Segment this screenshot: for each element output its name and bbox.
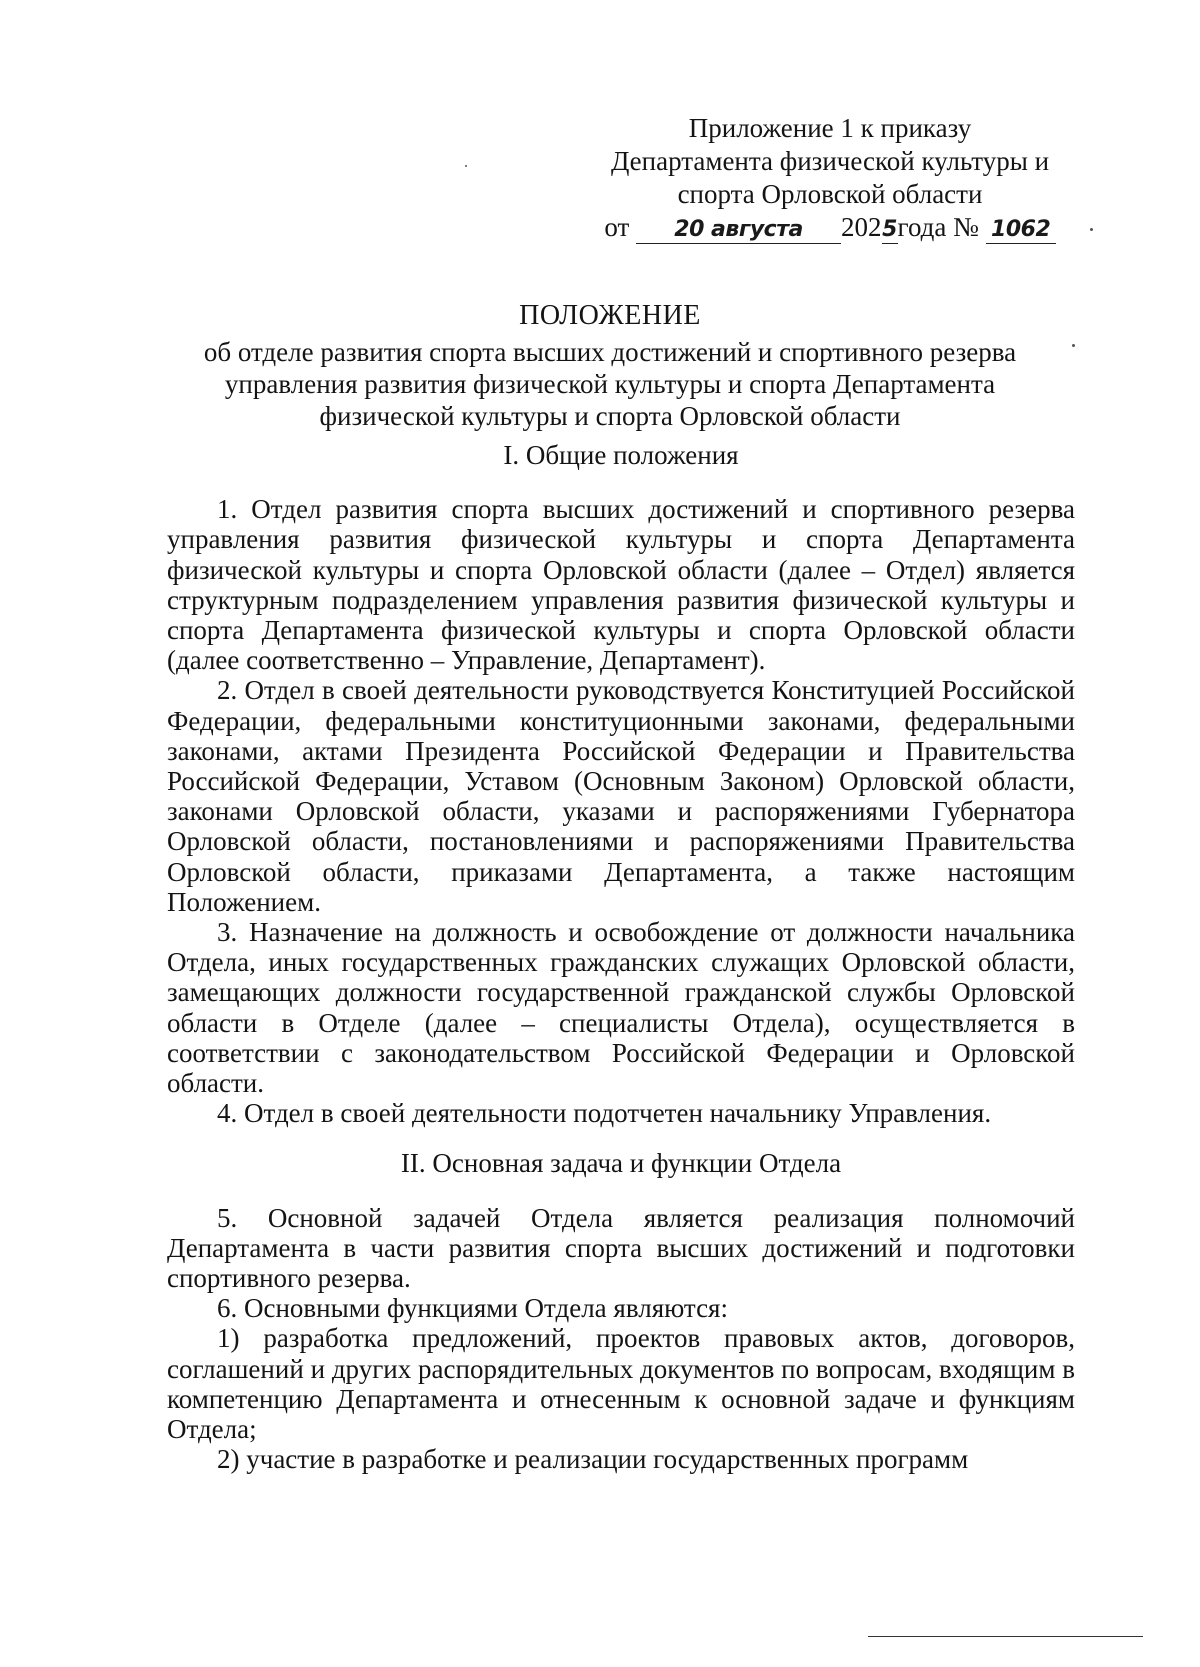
annex-line-1: Приложение 1 к приказу (688, 113, 972, 143)
handwritten-number: 1062 (991, 217, 1051, 242)
paragraph-4: 4. Отдел в своей деятельности подотчетен начальнику Управления. (217, 1098, 992, 1129)
scan-speck (1072, 344, 1075, 347)
document-title-block (160, 300, 1060, 432)
from-label: от (604, 212, 630, 242)
handwritten-year: 5 (882, 217, 897, 242)
annex-line-2: Департамента физической культуры и (610, 146, 1050, 176)
section-1-heading: I. Общие положения (503, 440, 739, 470)
scan-speck (465, 165, 467, 167)
paragraph-5: 5. Основной задачей Отдела является реализация полномочий Департамента в части развития спорта высших достижений и подготовки спортивного резерва. (167, 1202, 1075, 1294)
date-field (636, 214, 841, 244)
annex-reference (590, 112, 1070, 244)
section-2-heading: II. Основная задача и функции Отдела (400, 1148, 842, 1179)
number-field (986, 214, 1056, 244)
paragraph-1: 1. Отдел развития спорта высших достижений и спортивного резерва управления развития физической культуры и спорта Департамента физической культуры и спорта Орловской области (далее – Отдел) является структурным подразделением управления развития физической культуры и спорта Департамента физической культуры и спорта Орловской области (далее соответственно – Управление, Департамент). (167, 494, 1075, 676)
year-field (882, 214, 898, 244)
scan-speck (1090, 228, 1093, 231)
footer-rule (868, 1636, 1143, 1637)
year-suffix: года № (897, 212, 979, 242)
paragraph-3: 3. Назначение на должность и освобождение от должности начальника Отдела, иных государственных гражданских служащих Орловской области, замещающих должности государственной гражданской службы Орловской области в Отделе (далее – специалисты Отдела), осуществляется в соответствии с законодательством Российской Федерации и Орловской области. (167, 917, 1075, 1099)
paragraph-6-item-2: 2) участие в разработке и реализации государственных программ (217, 1444, 969, 1475)
annex-date-line (590, 211, 1070, 244)
year-prefix: 202 (841, 212, 882, 242)
document-title: ПОЛОЖЕНИЕ (519, 300, 701, 331)
paragraph-6-item-1: 1) разработка предложений, проектов правовых актов, договоров, соглашений и других распорядительных документов по вопросам, входящим в компетенцию Департамента и отнесенным к основной задаче и функциям Отдела; (167, 1323, 1075, 1445)
paragraph-2: 2. Отдел в своей деятельности руководствуется Конституцией Российской Федерации, федеральными конституционными законами, федеральными законами, актами Президента Российской Федерации и Правительства Российской Федерации, Уставом (Основным Законом) Орловской области, законами Орловской области, указами и распоряжениями Губернатора Орловской области, постановлениями и распоряжениями Правительства Орловской области, приказами Департамента, а также настоящим Положением. (167, 675, 1075, 917)
document-body (167, 440, 1075, 1475)
paragraph-6: 6. Основными функциями Отдела являются: (217, 1293, 728, 1324)
annex-line-3: спорта Орловской области (677, 179, 983, 209)
handwritten-date: 20 августа (674, 217, 803, 242)
document-subtitle: об отделе развития спорта высших достижений и спортивного резерва управления развития физической культуры и спорта Департамента физической культуры и спорта Орловской области (203, 337, 1017, 431)
